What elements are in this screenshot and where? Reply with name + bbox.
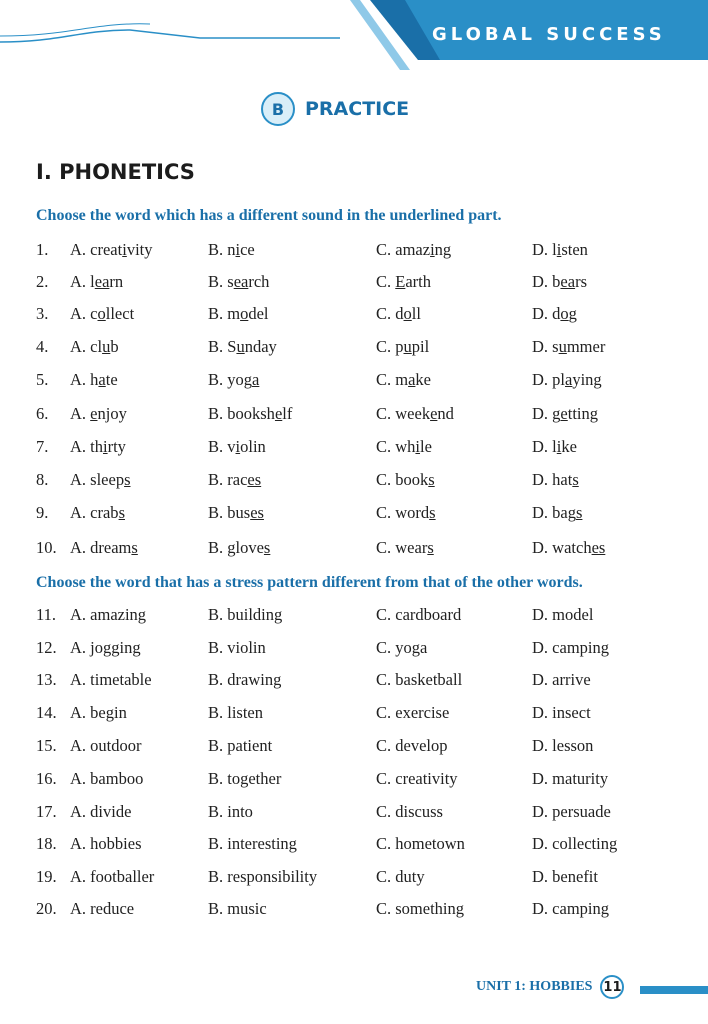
option-d: D. collecting <box>532 834 618 853</box>
option-b: B. buses <box>208 503 264 522</box>
option-a: A. outdoor <box>70 736 142 755</box>
option-b: B. building <box>208 605 283 624</box>
option-a: A. creativity <box>70 240 153 259</box>
question-number: 8. <box>36 470 49 489</box>
option-d: D. bears <box>532 272 587 291</box>
question-number: 12. <box>36 638 57 657</box>
question-number: 6. <box>36 404 49 423</box>
option-d: D. insect <box>532 703 591 722</box>
question-9 <box>36 503 676 525</box>
footer <box>476 975 624 999</box>
option-b: B. races <box>208 470 262 489</box>
option-c: C. discuss <box>376 802 443 821</box>
question-12 <box>36 638 676 660</box>
option-a: A. sleeps <box>70 470 131 489</box>
question-number: 11. <box>36 605 57 624</box>
question-4 <box>36 337 676 359</box>
question-16 <box>36 769 676 791</box>
option-a: A. crabs <box>70 503 125 522</box>
question-number: 13. <box>36 670 57 689</box>
question-6 <box>36 404 676 426</box>
question-15 <box>36 736 676 758</box>
question-number: 16. <box>36 769 57 788</box>
page-number: 11 <box>600 975 624 999</box>
option-b: B. violin <box>208 638 266 657</box>
option-b: B. model <box>208 304 269 323</box>
option-a: A. dreams <box>70 538 138 557</box>
option-d: D. bags <box>532 503 583 522</box>
question-number: 9. <box>36 503 49 522</box>
brand-title: GLOBAL SUCCESS <box>432 24 666 45</box>
option-d: D. summer <box>532 337 606 356</box>
option-b: B. search <box>208 272 270 291</box>
option-a: A. thirty <box>70 437 126 456</box>
section-title: PRACTICE <box>305 98 410 120</box>
option-c: C. books <box>376 470 435 489</box>
option-d: D. lesson <box>532 736 594 755</box>
option-b: B. together <box>208 769 282 788</box>
option-a: A. club <box>70 337 119 356</box>
option-d: D. hats <box>532 470 579 489</box>
option-c: C. creativity <box>376 769 458 788</box>
option-b: B. nice <box>208 240 255 259</box>
question-number: 10. <box>36 538 57 557</box>
section-heading <box>261 92 409 126</box>
option-d: D. listen <box>532 240 588 259</box>
question-1 <box>36 240 676 262</box>
option-b: B. into <box>208 802 253 821</box>
question-number: 17. <box>36 802 57 821</box>
option-c: C. pupil <box>376 337 430 356</box>
option-a: A. footballer <box>70 867 155 886</box>
option-a: A. reduce <box>70 899 135 918</box>
option-d: D. playing <box>532 370 602 389</box>
option-c: C. basketball <box>376 670 463 689</box>
question-number: 14. <box>36 703 57 722</box>
option-a: A. divide <box>70 802 132 821</box>
option-c: C. words <box>376 503 436 522</box>
question-number: 19. <box>36 867 57 886</box>
question-18 <box>36 834 676 856</box>
option-a: A. hobbies <box>70 834 142 853</box>
option-c: C. wears <box>376 538 434 557</box>
option-c: C. weekend <box>376 404 454 423</box>
option-b: B. Sunday <box>208 337 277 356</box>
section-badge: B <box>261 92 295 126</box>
question-2 <box>36 272 676 294</box>
option-d: D. camping <box>532 638 609 657</box>
option-c: C. develop <box>376 736 448 755</box>
question-number: 5. <box>36 370 49 389</box>
option-d: D. arrive <box>532 670 591 689</box>
question-number: 2. <box>36 272 49 291</box>
question-number: 3. <box>36 304 49 323</box>
option-c: C. hometown <box>376 834 465 853</box>
question-number: 7. <box>36 437 49 456</box>
question-5 <box>36 370 676 392</box>
question-7 <box>36 437 676 459</box>
option-a: A. timetable <box>70 670 152 689</box>
option-c: C. Earth <box>376 272 432 291</box>
question-19 <box>36 867 676 889</box>
question-14 <box>36 703 676 725</box>
option-d: D. like <box>532 437 577 456</box>
option-a: A. jogging <box>70 638 141 657</box>
unit-label: UNIT 1: HOBBIES <box>476 979 593 994</box>
question-11 <box>36 605 676 627</box>
question-20 <box>36 899 676 921</box>
instruction-sound: Choose the word which has a different sound in the underlined part. <box>36 207 502 224</box>
question-17 <box>36 802 676 824</box>
instruction-stress: Choose the word that has a stress pattern different from that of the other words. <box>36 574 583 591</box>
option-d: D. benefit <box>532 867 598 886</box>
option-b: B. gloves <box>208 538 271 557</box>
option-a: A. hate <box>70 370 118 389</box>
option-c: C. something <box>376 899 465 918</box>
footer-bar <box>640 986 708 994</box>
option-d: D. dog <box>532 304 577 323</box>
question-number: 1. <box>36 240 49 259</box>
option-a: A. amazing <box>70 605 147 624</box>
option-d: D. maturity <box>532 769 609 788</box>
option-d: D. camping <box>532 899 609 918</box>
question-10 <box>36 538 676 560</box>
question-8 <box>36 470 676 492</box>
option-b: B. violin <box>208 437 266 456</box>
question-number: 18. <box>36 834 57 853</box>
option-d: D. persuade <box>532 802 611 821</box>
option-c: C. exercise <box>376 703 450 722</box>
option-b: B. yoga <box>208 370 260 389</box>
question-number: 20. <box>36 899 57 918</box>
option-b: B. patient <box>208 736 273 755</box>
option-c: C. make <box>376 370 431 389</box>
option-a: A. begin <box>70 703 127 722</box>
option-b: B. music <box>208 899 267 918</box>
option-c: C. amazing <box>376 240 452 259</box>
option-c: C. doll <box>376 304 421 323</box>
question-13 <box>36 670 676 692</box>
question-number: 15. <box>36 736 57 755</box>
option-b: B. listen <box>208 703 264 722</box>
option-d: D. getting <box>532 404 599 423</box>
phonetics-title: I. PHONETICS <box>36 160 195 184</box>
option-a: A. collect <box>70 304 135 323</box>
question-3 <box>36 304 676 326</box>
option-a: A. learn <box>70 272 124 291</box>
option-d: D. watches <box>532 538 606 557</box>
option-b: B. bookshelf <box>208 404 293 423</box>
option-c: C. duty <box>376 867 425 886</box>
question-number: 4. <box>36 337 49 356</box>
option-b: B. responsibility <box>208 867 318 886</box>
option-a: A. bamboo <box>70 769 144 788</box>
option-a: A. enjoy <box>70 404 127 423</box>
option-d: D. model <box>532 605 594 624</box>
option-c: C. while <box>376 437 432 456</box>
option-b: B. interesting <box>208 834 297 853</box>
option-b: B. drawing <box>208 670 282 689</box>
option-c: C. cardboard <box>376 605 462 624</box>
option-c: C. yoga <box>376 638 428 657</box>
